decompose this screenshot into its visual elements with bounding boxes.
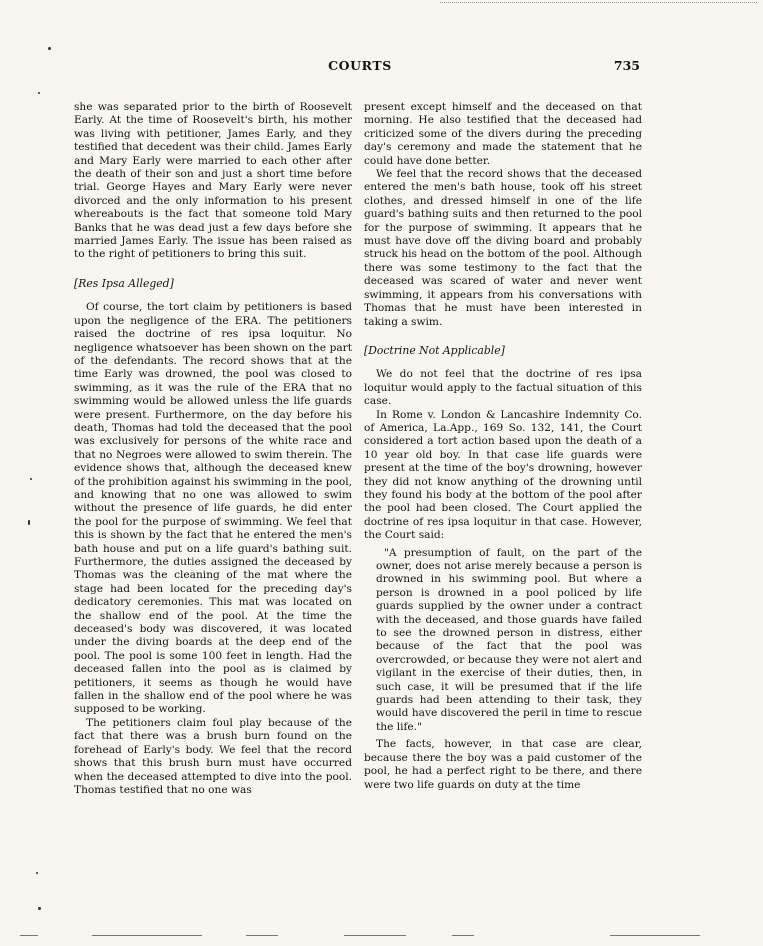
scan-rule-fragment — [610, 935, 700, 936]
scan-rule-fragment — [452, 935, 474, 936]
right-paragraph-1: present except himself and the deceased on that morning. He also testified that the deceased had criticized some of the divers during the preceding day's ceremony and made the statement that he could have done better. — [364, 101, 642, 167]
right-paragraph-4: In Rome v. London & Lancashire Indemnity Co. of America, La.App., 169 So. 132, 141, the Court considered a tort action based upon the death of a 10 year old boy. In that case life guards were present at the time of the boy's drowning, however they did not know anything of the drowning until they found his body at the bottom of the pool after the pool had been closed. The Court applied the doctrine of res ipsa loquitur in that case. However, the Court said: — [364, 408, 642, 542]
block-quote — [376, 547, 642, 735]
left-paragraph-1: she was separated prior to the birth of Roosevelt Early. At the time of Roosevelt's birth, his mother was living with petitioner, James Early, and they testified that decedent was their child. James Early and Mary Early were married to each other after the death of their son and just a short time before trial. George Hayes and Mary Early were never divorced and the only information to his present whereabouts is the fact that someone told Mary Banks that he was dead just a few days before she married James Early. The issue has been raised as to the right of petitioners to bring this suit. — [74, 101, 352, 261]
left-column — [74, 101, 352, 797]
page-number: 735 — [613, 58, 640, 73]
left-paragraph-3: The petitioners claim foul play because of the fact that there was a brush burn found on the forehead of Early's body. We feel that the record shows that this brush burn must have occurred when the deceased attempted to dive into the pool. Thomas testified that no one was — [74, 716, 352, 796]
section-heading-doctrine-not-applicable: [Doctrine Not Applicable] — [364, 343, 505, 357]
scan-speck — [48, 47, 51, 50]
scan-edge-dots — [440, 2, 757, 3]
scan-speck — [38, 907, 41, 910]
scan-rule-fragment — [20, 935, 38, 936]
right-column — [364, 101, 642, 792]
quote-text: "A presumption of fault, on the part of the owner, does not arise merely because a person is drowned in his swimming pool. But where a person is drowned in a pool policed by life guards supplied by the owner under a contract with the deceased, and those guards have failed to see the drowned person in distress, either because of the fact that the pool was overcrowded, or because they were not alert and vigilant in the exercise of their duties, then, in such case, it will be presumed that if the life guards had been attending to their task, they would have discovered the peril in time to rescue the life." — [376, 546, 642, 733]
left-paragraph-2: Of course, the tort claim by petitioners is based upon the negligence of the ERA. The petitioners raised the doctrine of res ipsa loquitur. No negligence whatsoever has been shown on the part of the defendants. The record shows that at the time Early was drowned, the pool was closed to swimming, as it was the rule of the ERA that no swimming would be allowed unless the life guards were present. Furthermore, on the day before his death, Thomas had told the deceased that the pool was exclusively for persons of the white race and that no Negroes were allowed to swim therein. The evidence shows that, although the deceased knew of the prohibition against his swimming in the pool, and knowing that no one was allowed to swim without the presence of life guards, he did enter the pool for the purpose of swimming. We feel that this is shown by the fact that he entered the men's bath house and put on a life guard's bathing suit. Furthermore, the duties assigned the deceased by Thomas was the cleaning of the mat where the stage had been located for the preceding day's dedicatory ceremonies. This mat was located on the shallow end of the pool. At the time the deceased's body was discovered, it was located under the diving boards at the deep end of the pool. The pool is some 100 feet in length. Had the deceased fallen into the pool as is claimed by petitioners, it seems as though he would have fallen in the shallow end of the pool where he was supposed to be working. — [74, 301, 352, 716]
scan-speck — [36, 872, 38, 874]
scan-speck — [30, 478, 32, 480]
right-paragraph-5: The facts, however, in that case are clear, because there the boy was a paid customer of the pool, he had a perfect right to be there, and there were two life guards on duty at the time — [364, 738, 642, 791]
right-paragraph-2: We feel that the record shows that the deceased entered the men's bath house, took off his street clothes, and dressed himself in one of the life guard's bathing suits and then returned to the pool for the purpose of swimming. It appears that he must have dove off the diving board and probably struck his head on the bottom of the pool. Although there was some testimony to the fact that the deceased was scared of water and never went swimming, it appears from his conversations with Thomas that he must have been interested in taking a swim. — [364, 168, 642, 328]
section-heading-res-ipsa-alleged: [Res Ipsa Alleged] — [74, 276, 174, 290]
scan-rule-fragment — [92, 935, 202, 936]
scan-rule-fragment — [246, 935, 278, 936]
scan-speck — [38, 92, 40, 94]
running-header-title: COURTS — [328, 58, 392, 73]
scan-speck — [28, 520, 30, 525]
scan-rule-fragment — [344, 935, 406, 936]
right-paragraph-3: We do not feel that the doctrine of res ipsa loquitur would apply to the factual situation of this case. — [364, 368, 642, 408]
